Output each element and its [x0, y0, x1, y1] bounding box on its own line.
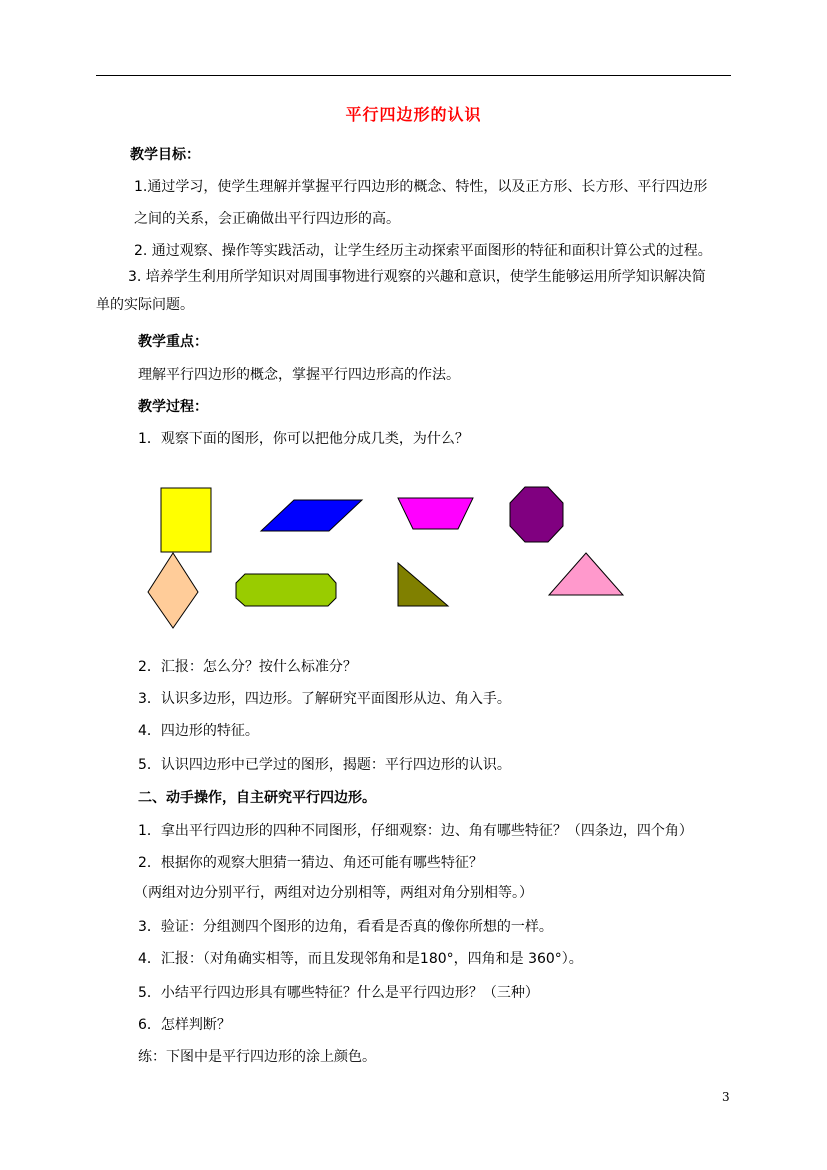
shape-right-triangle [398, 563, 448, 606]
shape-rhombus [148, 553, 198, 628]
objectives-heading: 教学目标： [130, 147, 200, 163]
shape-parallelogram [261, 500, 362, 531]
step-5: 5．认识四边形中已学过的图形，揭题：平行四边形的认识。 [138, 757, 511, 773]
part-2-item-6: 6．怎样判断？ [138, 1017, 231, 1033]
focus-heading: 教学重点： [138, 334, 208, 350]
objective-1-line-2: 之间的关系，会正确做出平行四边形的高。 [134, 211, 400, 227]
part-2-item-5: 5．小结平行四边形具有哪些特征？什么是平行四边形？（三种） [138, 985, 539, 1001]
step-3: 3．认识多边形，四边形。了解研究平面图形从边、角入手。 [138, 691, 511, 707]
shape-rounded-hexagon [236, 574, 336, 606]
objective-3-line-2: 单的实际问题。 [96, 297, 194, 313]
objective-1-line-1: 1.通过学习，使学生理解并掌握平行四边形的概念、特性，以及正方形、长方形、平行四边形 [134, 179, 708, 195]
part-2-item-2-answer: （两组对边分别平行，两组对边分别相等，两组对角分别相等。） [134, 885, 533, 901]
part-2-item-3: 3．验证：分组测四个图形的边角，看看是否真的像你所想的一样。 [138, 919, 553, 935]
shape-trapezoid [398, 498, 473, 529]
part-2-item-2: 2．根据你的观察大胆猜一猜边、角还可能有哪些特征？ [138, 855, 483, 871]
step-1: 1．观察下面的图形，你可以把他分成几类，为什么？ [138, 431, 469, 447]
shape-octagon [510, 487, 563, 542]
process-heading: 教学过程： [138, 399, 208, 415]
objective-2: 2. 通过观察、操作等实践活动，让学生经历主动探索平面图形的特征和面积计算公式的过程。 [134, 243, 712, 259]
page-title: 平行四边形的认识 [345, 105, 482, 124]
objective-3-line-1: 3. 培养学生利用所学知识对周围事物进行观察的兴趣和意识，使学生能够运用所学知识解决简 [128, 269, 706, 285]
part-2-item-4: 4．汇报：（对角确实相等，而且发现邻角和是180°，四角和是 360°）。 [138, 951, 583, 967]
exercise-instruction: 练：下图中是平行四边形的涂上颜色。 [138, 1049, 376, 1065]
focus-text: 理解平行四边形的概念，掌握平行四边形高的作法。 [138, 367, 460, 383]
step-2: 2．汇报：怎么分？按什么标准分？ [138, 659, 357, 675]
part-2-heading: 二、动手操作，自主研究平行四边形。 [138, 790, 376, 806]
shape-rectangle [161, 488, 211, 552]
part-2-item-1: 1．拿出平行四边形的四种不同图形，仔细观察：边、角有哪些特征？（四条边，四个角） [138, 823, 693, 839]
page-number: 3 [722, 1090, 730, 1104]
shape-isosceles-triangle [549, 553, 623, 595]
step-4: 4．四边形的特征。 [138, 723, 259, 739]
